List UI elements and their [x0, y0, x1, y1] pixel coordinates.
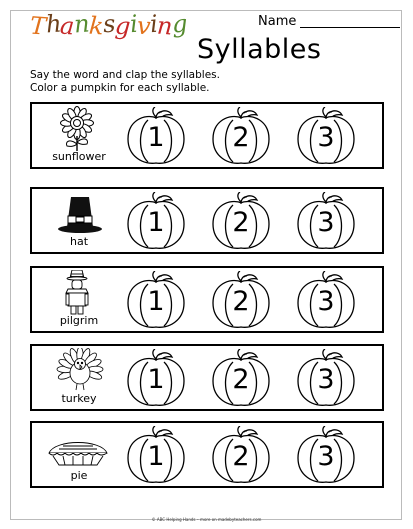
pumpkin-number: 2: [232, 122, 250, 153]
pumpkin-number: 1: [147, 286, 165, 317]
pumpkin-2[interactable]: [209, 192, 273, 252]
word-label: pilgrim: [59, 314, 99, 327]
pumpkin-3[interactable]: [294, 271, 358, 331]
pumpkin-number: 1: [147, 364, 165, 395]
pumpkin-2[interactable]: [209, 107, 273, 167]
title-letter: i: [129, 9, 139, 39]
pumpkin-1[interactable]: [124, 271, 188, 331]
name-line: [300, 27, 400, 28]
pumpkin-number: 3: [317, 122, 335, 153]
instruction-line-1: Say the word and clap the syllables.: [30, 69, 220, 81]
pumpkin-number: 1: [147, 122, 165, 153]
pumpkin-2[interactable]: [209, 426, 273, 486]
pumpkin-3[interactable]: [294, 107, 358, 167]
pumpkin-number: 3: [317, 364, 335, 395]
pumpkin-3[interactable]: [294, 349, 358, 409]
pumpkin-number: 1: [147, 207, 165, 238]
title-letter: a: [59, 11, 76, 41]
title-letter: i: [149, 9, 159, 39]
footer-credit: © ABC Helping Hands – more on madebyteachers.com: [151, 517, 262, 522]
pumpkin-number: 3: [317, 207, 335, 238]
pie-icon: [35, 425, 121, 470]
pilgrim-hat-icon: [35, 191, 121, 236]
title-syllables: Syllables: [197, 34, 322, 65]
word-label: hat: [69, 235, 89, 248]
title-letter: v: [136, 11, 152, 41]
title-letter: n: [156, 11, 174, 41]
title-letter: h: [44, 9, 62, 39]
pumpkin-3[interactable]: [294, 192, 358, 252]
name-label: Name: [258, 14, 297, 29]
pumpkin-1[interactable]: [124, 107, 188, 167]
pumpkin-2[interactable]: [209, 271, 273, 331]
pumpkin-1[interactable]: [124, 426, 188, 486]
pumpkin-number: 1: [147, 441, 165, 472]
title-thanksgiving: [29, 9, 189, 41]
word-label: pie: [70, 469, 88, 482]
pumpkin-1[interactable]: [124, 192, 188, 252]
pumpkin-2[interactable]: [209, 349, 273, 409]
pumpkin-number: 3: [317, 286, 335, 317]
title-letter: s: [102, 9, 117, 39]
title-letter: k: [88, 11, 105, 41]
syllable-row-hat: [30, 187, 384, 254]
title-letter: g: [114, 11, 131, 41]
sunflower-icon: [35, 106, 121, 151]
syllable-row-pie: [30, 421, 384, 488]
word-label: turkey: [61, 392, 97, 405]
pumpkin-number: 2: [232, 207, 250, 238]
title-letter: n: [73, 9, 91, 39]
syllable-row-turkey: [30, 344, 384, 411]
pumpkin-1[interactable]: [124, 349, 188, 409]
instruction-line-2: Color a pumpkin for each syllable.: [30, 82, 210, 94]
pumpkin-number: 2: [232, 286, 250, 317]
syllable-row-sunflower: [30, 102, 384, 169]
pumpkin-3[interactable]: [294, 426, 358, 486]
title-letter: g: [171, 9, 189, 39]
word-label: sunflower: [52, 150, 106, 163]
pilgrim-icon: [35, 270, 121, 315]
turkey-icon: [35, 348, 121, 393]
pumpkin-number: 3: [317, 441, 335, 472]
pumpkin-number: 2: [232, 364, 250, 395]
title-letter: T: [29, 11, 47, 41]
pumpkin-number: 2: [232, 441, 250, 472]
syllable-row-pilgrim: [30, 266, 384, 333]
